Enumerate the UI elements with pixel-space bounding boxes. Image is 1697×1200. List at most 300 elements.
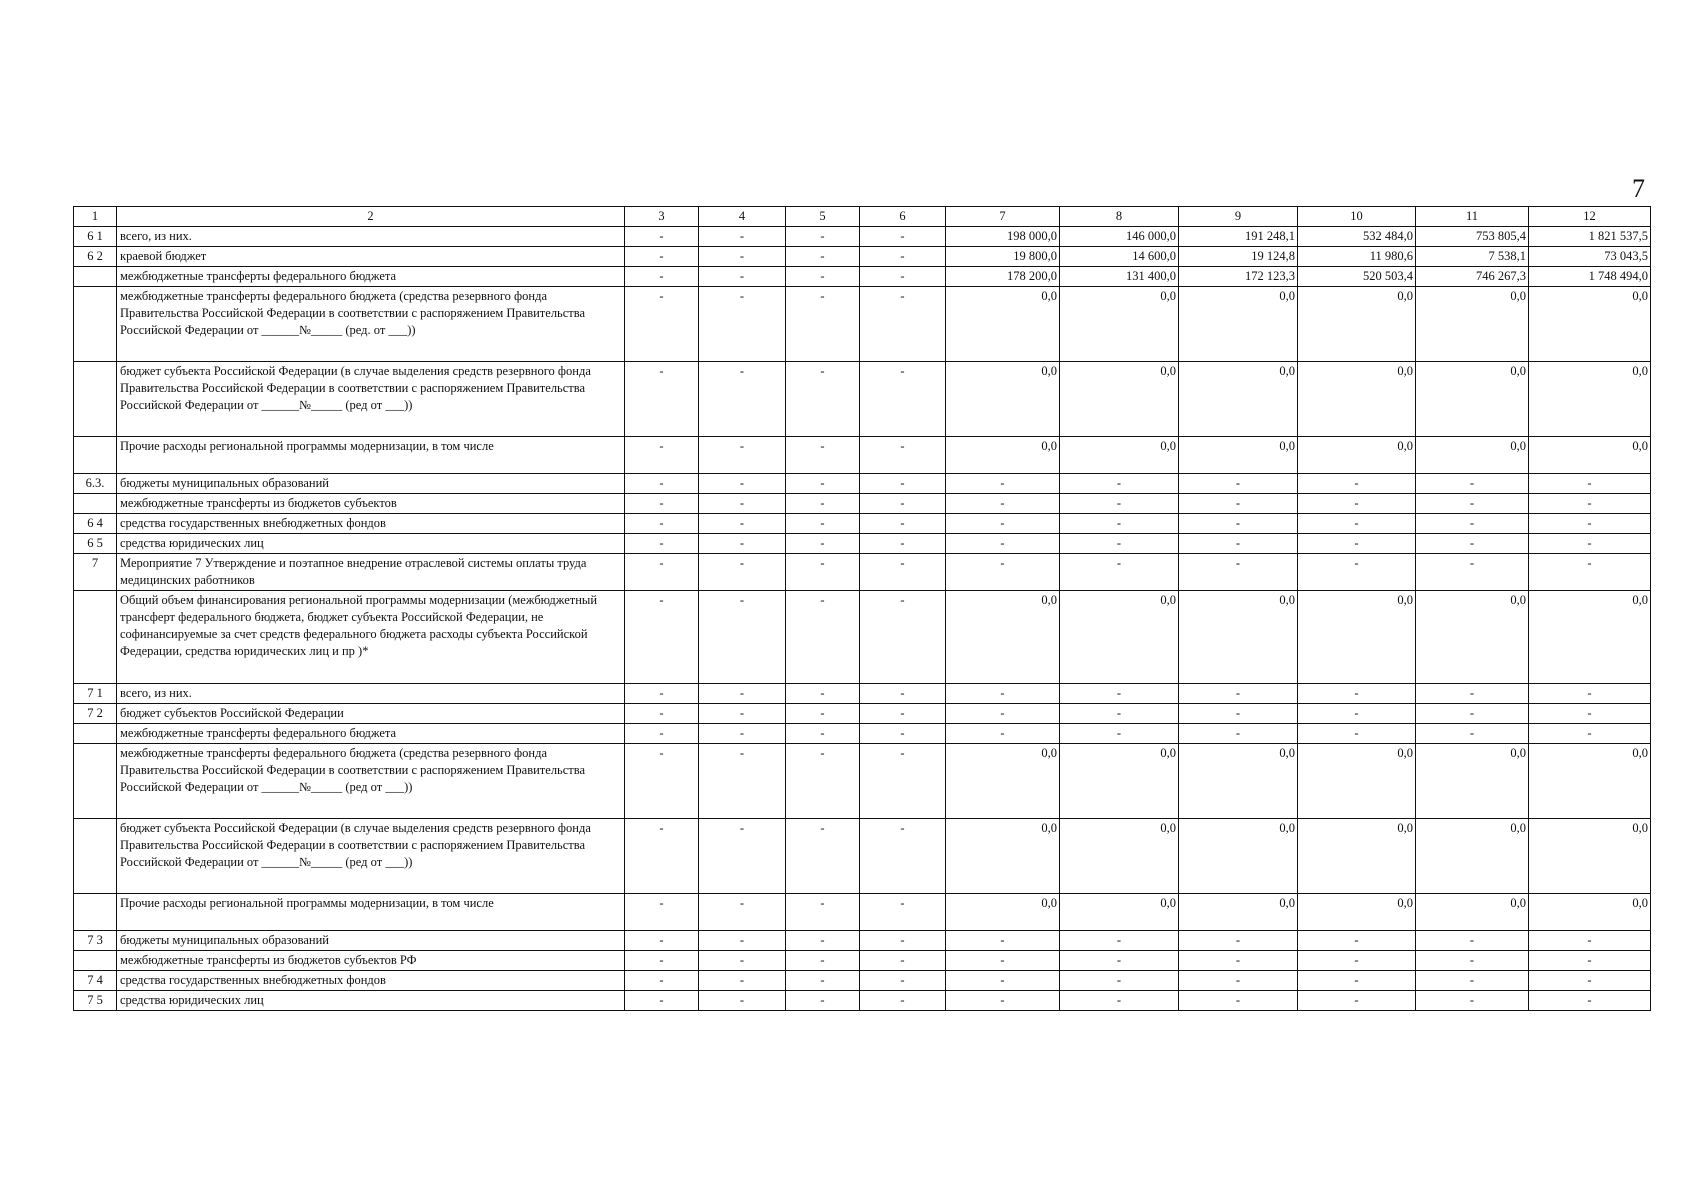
value-cell: 532 484,0 [1298, 227, 1416, 247]
value-cell: 0,0 [1416, 819, 1529, 894]
value-cell: - [860, 591, 946, 684]
value-cell: - [1529, 494, 1651, 514]
value-cell: 0,0 [946, 591, 1060, 684]
value-cell: - [625, 971, 699, 991]
header-cell: 7 [946, 207, 1060, 227]
table-row [74, 744, 1651, 819]
value-cell: - [1179, 931, 1298, 951]
value-cell: - [860, 474, 946, 494]
value-cell: - [860, 287, 946, 362]
value-cell: - [1416, 534, 1529, 554]
table-row [74, 951, 1651, 971]
value-cell: - [699, 894, 786, 931]
row-description-cell: бюджет субъекта Российской Федерации (в случае выделения средств резервного фонда Правительства Российской Федерации в соответствии с распоряжением Правительства Российской Федерации от ______№_____ (ред от ___)) [117, 362, 625, 437]
value-cell: 0,0 [1298, 287, 1416, 362]
value-cell: - [786, 724, 860, 744]
row-description-cell: межбюджетные трансферты из бюджетов субъектов [117, 494, 625, 514]
value-cell: - [1298, 931, 1416, 951]
value-cell: - [625, 744, 699, 819]
value-cell: - [1060, 514, 1179, 534]
value-cell: - [625, 287, 699, 362]
value-cell: - [860, 991, 946, 1011]
value-cell: 19 800,0 [946, 247, 1060, 267]
value-cell: - [625, 724, 699, 744]
value-cell: 0,0 [1060, 744, 1179, 819]
value-cell: - [699, 744, 786, 819]
row-number-cell [74, 287, 117, 362]
value-cell: 14 600,0 [1060, 247, 1179, 267]
value-cell: - [1416, 474, 1529, 494]
value-cell: - [1529, 991, 1651, 1011]
value-cell: - [1298, 534, 1416, 554]
value-cell: - [699, 534, 786, 554]
value-cell: - [625, 534, 699, 554]
value-cell: 0,0 [1529, 894, 1651, 931]
value-cell: - [1529, 684, 1651, 704]
header-cell: 11 [1416, 207, 1529, 227]
value-cell: - [625, 704, 699, 724]
value-cell: 0,0 [1529, 362, 1651, 437]
value-cell: - [699, 494, 786, 514]
row-description-cell: бюджет субъекта Российской Федерации (в случае выделения средств резервного фонда Правительства Российской Федерации в соответствии с распоряжением Правительства Российской Федерации от ______№_____ (ред от ___)) [117, 819, 625, 894]
value-cell: - [946, 514, 1060, 534]
row-number-cell [74, 437, 117, 474]
value-cell: - [699, 474, 786, 494]
value-cell: - [860, 971, 946, 991]
row-number-cell: 6 4 [74, 514, 117, 534]
value-cell: - [860, 704, 946, 724]
value-cell: 0,0 [1060, 819, 1179, 894]
value-cell: - [786, 267, 860, 287]
value-cell: - [860, 534, 946, 554]
value-cell: - [786, 247, 860, 267]
value-cell: - [786, 744, 860, 819]
value-cell: - [699, 684, 786, 704]
value-cell: - [699, 267, 786, 287]
value-cell: - [1060, 554, 1179, 591]
value-cell: - [1179, 704, 1298, 724]
value-cell: - [1298, 514, 1416, 534]
value-cell: - [699, 951, 786, 971]
value-cell: - [1060, 724, 1179, 744]
value-cell: 0,0 [1416, 437, 1529, 474]
value-cell: - [625, 247, 699, 267]
value-cell: - [1416, 494, 1529, 514]
value-cell: 0,0 [946, 744, 1060, 819]
row-number-cell [74, 591, 117, 684]
value-cell: 0,0 [1529, 437, 1651, 474]
value-cell: - [699, 437, 786, 474]
value-cell: - [625, 931, 699, 951]
row-description-cell: всего, из них. [117, 227, 625, 247]
value-cell: 146 000,0 [1060, 227, 1179, 247]
value-cell: 0,0 [1416, 894, 1529, 931]
value-cell: - [946, 971, 1060, 991]
value-cell: - [625, 684, 699, 704]
value-cell: - [786, 591, 860, 684]
row-description-cell: межбюджетные трансферты федерального бюджета [117, 724, 625, 744]
value-cell: 0,0 [1060, 894, 1179, 931]
table-row [74, 267, 1651, 287]
row-number-cell [74, 494, 117, 514]
value-cell: - [1179, 534, 1298, 554]
value-cell: 0,0 [946, 894, 1060, 931]
row-number-cell [74, 744, 117, 819]
value-cell: - [699, 247, 786, 267]
header-cell: 8 [1060, 207, 1179, 227]
value-cell: - [860, 894, 946, 931]
row-number-cell [74, 819, 117, 894]
row-description-cell: Общий объем финансирования региональной программы модернизации (межбюджетный трансферт федерального бюджета, бюджет субъекта Российской Федерации, не софинансируемые за счет средств федерального бюджета расходы субъекта Российской Федерации, средства юридических лиц и пр )* [117, 591, 625, 684]
row-description-cell: Прочие расходы региональной программы модернизации, в том числе [117, 437, 625, 474]
value-cell: 198 000,0 [946, 227, 1060, 247]
value-cell: - [946, 474, 1060, 494]
value-cell: - [786, 894, 860, 931]
value-cell: - [860, 267, 946, 287]
value-cell: 746 267,3 [1416, 267, 1529, 287]
value-cell: 0,0 [946, 362, 1060, 437]
row-number-cell [74, 951, 117, 971]
value-cell: - [1298, 494, 1416, 514]
value-cell: - [1416, 951, 1529, 971]
value-cell: - [946, 684, 1060, 704]
value-cell: - [625, 474, 699, 494]
row-description-cell: средства юридических лиц [117, 534, 625, 554]
value-cell: 0,0 [1060, 362, 1179, 437]
value-cell: - [1060, 474, 1179, 494]
value-cell: - [699, 591, 786, 684]
row-number-cell: 6 5 [74, 534, 117, 554]
row-description-cell: Прочие расходы региональной программы модернизации, в том числе [117, 894, 625, 931]
value-cell: - [625, 894, 699, 931]
row-number-cell: 7 1 [74, 684, 117, 704]
value-cell: 0,0 [1298, 894, 1416, 931]
value-cell: 0,0 [1179, 819, 1298, 894]
value-cell: - [860, 494, 946, 514]
value-cell: - [786, 494, 860, 514]
value-cell: - [786, 951, 860, 971]
value-cell: - [946, 494, 1060, 514]
header-cell: 6 [860, 207, 946, 227]
value-cell: - [625, 991, 699, 1011]
table-row [74, 684, 1651, 704]
value-cell: - [786, 534, 860, 554]
value-cell: - [786, 971, 860, 991]
value-cell: - [860, 247, 946, 267]
value-cell: - [1416, 684, 1529, 704]
value-cell: - [1060, 951, 1179, 971]
value-cell: 753 805,4 [1416, 227, 1529, 247]
value-cell: - [1179, 951, 1298, 971]
row-description-cell: межбюджетные трансферты федерального бюджета (средства резервного фонда Правительства Российской Федерации в соответствии с распоряжением Правительства Российской Федерации от ______№_____ (ред от ___)) [117, 744, 625, 819]
value-cell: - [699, 554, 786, 591]
table-row [74, 591, 1651, 684]
value-cell: 1 748 494,0 [1529, 267, 1651, 287]
value-cell: - [1298, 724, 1416, 744]
row-description-cell: бюджеты муниципальных образований [117, 931, 625, 951]
value-cell: 0,0 [1179, 591, 1298, 684]
table-row [74, 514, 1651, 534]
value-cell: - [786, 474, 860, 494]
value-cell: - [1179, 684, 1298, 704]
value-cell: - [860, 744, 946, 819]
value-cell: - [699, 704, 786, 724]
value-cell: - [786, 287, 860, 362]
value-cell: - [699, 227, 786, 247]
table-row [74, 437, 1651, 474]
value-cell: 0,0 [1060, 591, 1179, 684]
table-row [74, 494, 1651, 514]
value-cell: 0,0 [1416, 287, 1529, 362]
value-cell: - [946, 951, 1060, 971]
value-cell: 131 400,0 [1060, 267, 1179, 287]
value-cell: - [1060, 971, 1179, 991]
header-row [74, 207, 1651, 227]
value-cell: - [1529, 931, 1651, 951]
value-cell: - [946, 931, 1060, 951]
value-cell: - [699, 514, 786, 534]
value-cell: - [1060, 684, 1179, 704]
value-cell: - [1529, 951, 1651, 971]
header-cell: 3 [625, 207, 699, 227]
table-row [74, 931, 1651, 951]
value-cell: - [1529, 554, 1651, 591]
value-cell: - [625, 267, 699, 287]
value-cell: - [860, 931, 946, 951]
value-cell: - [1298, 554, 1416, 591]
value-cell: 19 124,8 [1179, 247, 1298, 267]
value-cell: - [860, 437, 946, 474]
value-cell: - [1179, 724, 1298, 744]
value-cell: - [1529, 724, 1651, 744]
value-cell: - [1416, 724, 1529, 744]
value-cell: - [786, 554, 860, 591]
row-number-cell: 7 [74, 554, 117, 591]
value-cell: - [699, 971, 786, 991]
value-cell: - [1298, 971, 1416, 991]
row-number-cell [74, 362, 117, 437]
table-row [74, 991, 1651, 1011]
value-cell: 172 123,3 [1179, 267, 1298, 287]
value-cell: - [625, 362, 699, 437]
value-cell: - [1179, 971, 1298, 991]
value-cell: - [1060, 534, 1179, 554]
value-cell: 0,0 [1179, 287, 1298, 362]
value-cell: 0,0 [946, 819, 1060, 894]
value-cell: - [1416, 704, 1529, 724]
table-row [74, 819, 1651, 894]
value-cell: - [1416, 554, 1529, 591]
budget-table [73, 206, 1651, 1011]
value-cell: 0,0 [1416, 744, 1529, 819]
value-cell: 0,0 [1298, 819, 1416, 894]
value-cell: - [860, 684, 946, 704]
row-number-cell: 6.3. [74, 474, 117, 494]
row-number-cell: 7 4 [74, 971, 117, 991]
value-cell: - [625, 227, 699, 247]
table-row [74, 474, 1651, 494]
row-number-cell: 6 1 [74, 227, 117, 247]
value-cell: - [1179, 494, 1298, 514]
header-cell: 9 [1179, 207, 1298, 227]
value-cell: - [1060, 931, 1179, 951]
value-cell: - [1179, 514, 1298, 534]
row-number-cell [74, 724, 117, 744]
value-cell: - [1298, 684, 1416, 704]
value-cell: - [625, 437, 699, 474]
value-cell: - [1298, 991, 1416, 1011]
value-cell: - [786, 227, 860, 247]
value-cell: 0,0 [1060, 287, 1179, 362]
value-cell: 7 538,1 [1416, 247, 1529, 267]
value-cell: 0,0 [1298, 437, 1416, 474]
value-cell: - [699, 819, 786, 894]
value-cell: - [946, 991, 1060, 1011]
value-cell: - [1179, 991, 1298, 1011]
value-cell: 0,0 [1416, 591, 1529, 684]
value-cell: - [1416, 971, 1529, 991]
value-cell: - [699, 287, 786, 362]
table-row [74, 724, 1651, 744]
row-number-cell [74, 267, 117, 287]
table-row [74, 704, 1651, 724]
row-number-cell: 7 5 [74, 991, 117, 1011]
table-row [74, 534, 1651, 554]
value-cell: - [946, 724, 1060, 744]
header-cell: 1 [74, 207, 117, 227]
value-cell: - [625, 591, 699, 684]
row-description-cell: всего, из них. [117, 684, 625, 704]
value-cell: 0,0 [1298, 362, 1416, 437]
value-cell: - [860, 554, 946, 591]
value-cell: - [786, 704, 860, 724]
value-cell: - [860, 227, 946, 247]
row-number-cell [74, 894, 117, 931]
row-number-cell: 7 3 [74, 931, 117, 951]
value-cell: 11 980,6 [1298, 247, 1416, 267]
value-cell: - [1416, 514, 1529, 534]
page-number: 7 [1632, 174, 1645, 203]
value-cell: - [786, 684, 860, 704]
value-cell: - [699, 931, 786, 951]
value-cell: - [625, 514, 699, 534]
header-cell: 2 [117, 207, 625, 227]
value-cell: - [860, 724, 946, 744]
value-cell: - [786, 362, 860, 437]
value-cell: - [1298, 474, 1416, 494]
value-cell: - [860, 514, 946, 534]
value-cell: - [1298, 951, 1416, 971]
row-number-cell: 6 2 [74, 247, 117, 267]
value-cell: 0,0 [1179, 894, 1298, 931]
value-cell: - [699, 991, 786, 1011]
value-cell: 0,0 [1179, 437, 1298, 474]
value-cell: - [860, 819, 946, 894]
row-description-cell: межбюджетные трансферты федерального бюджета (средства резервного фонда Правительства Российской Федерации в соответствии с распоряжением Правительства Российской Федерации от ______№_____ (ред. от ___)) [117, 287, 625, 362]
value-cell: - [1060, 494, 1179, 514]
value-cell: - [699, 362, 786, 437]
value-cell: - [786, 991, 860, 1011]
value-cell: - [860, 362, 946, 437]
value-cell: - [1529, 534, 1651, 554]
value-cell: - [1060, 704, 1179, 724]
value-cell: 1 821 537,5 [1529, 227, 1651, 247]
value-cell: 73 043,5 [1529, 247, 1651, 267]
value-cell: - [1416, 991, 1529, 1011]
value-cell: 178 200,0 [946, 267, 1060, 287]
value-cell: - [860, 951, 946, 971]
row-description-cell: бюджеты муниципальных образований [117, 474, 625, 494]
value-cell: 0,0 [1179, 362, 1298, 437]
row-description-cell: Мероприятие 7 Утверждение и поэтапное внедрение отраслевой системы оплаты труда медицинских работников [117, 554, 625, 591]
table-row [74, 971, 1651, 991]
value-cell: - [1298, 704, 1416, 724]
value-cell: 520 503,4 [1298, 267, 1416, 287]
row-description-cell: межбюджетные трансферты федерального бюджета [117, 267, 625, 287]
row-description-cell: межбюджетные трансферты из бюджетов субъектов РФ [117, 951, 625, 971]
header-cell: 5 [786, 207, 860, 227]
value-cell: 0,0 [1179, 744, 1298, 819]
value-cell: - [1416, 931, 1529, 951]
value-cell: - [1529, 514, 1651, 534]
value-cell: 0,0 [946, 437, 1060, 474]
value-cell: 0,0 [1529, 819, 1651, 894]
row-description-cell: средства государственных внебюджетных фондов [117, 514, 625, 534]
value-cell: 0,0 [1529, 287, 1651, 362]
value-cell: - [946, 534, 1060, 554]
table-row [74, 554, 1651, 591]
value-cell: 0,0 [1060, 437, 1179, 474]
value-cell: 0,0 [1416, 362, 1529, 437]
value-cell: 0,0 [946, 287, 1060, 362]
value-cell: - [1179, 554, 1298, 591]
value-cell: - [1060, 991, 1179, 1011]
value-cell: - [946, 554, 1060, 591]
value-cell: - [625, 494, 699, 514]
value-cell: - [1529, 704, 1651, 724]
row-description-cell: средства юридических лиц [117, 991, 625, 1011]
row-number-cell: 7 2 [74, 704, 117, 724]
value-cell: - [786, 514, 860, 534]
value-cell: - [1179, 474, 1298, 494]
value-cell: - [625, 951, 699, 971]
value-cell: - [1529, 474, 1651, 494]
header-cell: 10 [1298, 207, 1416, 227]
value-cell: 0,0 [1298, 744, 1416, 819]
table-row [74, 247, 1651, 267]
row-description-cell: средства государственных внебюджетных фондов [117, 971, 625, 991]
value-cell: - [699, 724, 786, 744]
value-cell: - [1529, 971, 1651, 991]
value-cell: - [786, 437, 860, 474]
value-cell: - [946, 704, 1060, 724]
value-cell: 0,0 [1529, 591, 1651, 684]
table-row [74, 362, 1651, 437]
value-cell: - [625, 554, 699, 591]
value-cell: - [786, 819, 860, 894]
table-row [74, 287, 1651, 362]
value-cell: 0,0 [1298, 591, 1416, 684]
header-cell: 4 [699, 207, 786, 227]
row-description-cell: бюджет субъектов Российской Федерации [117, 704, 625, 724]
value-cell: - [625, 819, 699, 894]
table-row [74, 227, 1651, 247]
header-cell: 12 [1529, 207, 1651, 227]
value-cell: 0,0 [1529, 744, 1651, 819]
value-cell: - [786, 931, 860, 951]
value-cell: 191 248,1 [1179, 227, 1298, 247]
row-description-cell: краевой бюджет [117, 247, 625, 267]
